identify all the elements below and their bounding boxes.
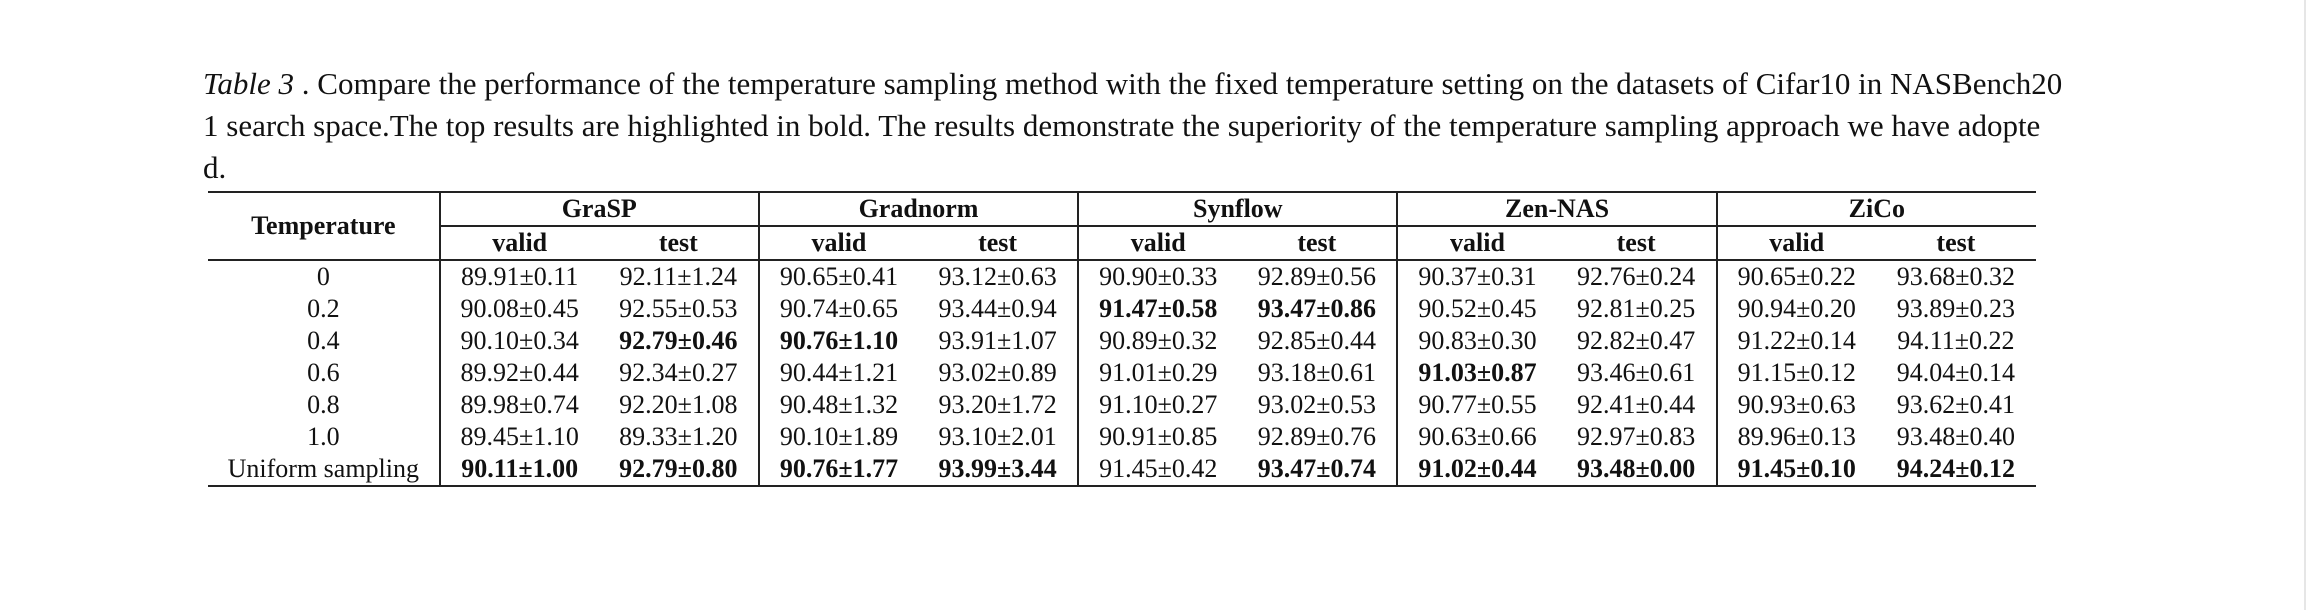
table-body	[208, 260, 2036, 486]
test-value-cell: 93.18±0.61	[1257, 358, 1376, 387]
temperature-cell: 0.4	[307, 326, 340, 355]
temperature-cell: Uniform sampling	[208, 453, 440, 486]
valid-value-cell: 90.48±1.32	[759, 389, 918, 421]
test-value-cell: 93.12±0.63	[938, 262, 1057, 291]
test-value-cell: 93.99±3.44	[918, 453, 1078, 486]
valid-value-cell: 91.22±0.14	[1717, 325, 1876, 357]
valid-value-cell: 91.01±0.29	[1078, 357, 1237, 389]
test-value-cell: 93.02±0.89	[938, 358, 1057, 387]
temperature-cell: 0.6	[307, 358, 340, 387]
test-header: test	[918, 226, 1078, 260]
test-value-cell: 93.10±2.01	[938, 422, 1057, 451]
valid-value-cell: 91.45±0.42	[1078, 453, 1237, 486]
test-value-cell: 94.04±0.14	[1896, 358, 2016, 387]
test-value-cell: 92.79±0.80	[599, 453, 759, 486]
test-value-cell: 93.47±0.74	[1237, 453, 1397, 486]
test-value-cell: 92.76±0.24	[1576, 262, 1696, 291]
header-row-methods	[208, 192, 2036, 226]
method-header-zen-nas: Zen-NAS	[1397, 192, 1716, 226]
test-value-cell: 92.85±0.44	[1257, 326, 1376, 355]
test-value-cell: 93.02±0.53	[1257, 390, 1376, 419]
table-row	[208, 389, 2036, 421]
table-row	[208, 260, 2036, 293]
valid-value-cell: 90.37±0.31	[1397, 260, 1556, 293]
valid-value-cell: 89.92±0.44	[440, 357, 599, 389]
temperature-cell: 0.2	[307, 294, 340, 323]
valid-value-cell: 90.83±0.30	[1397, 325, 1556, 357]
valid-value-cell: 90.11±1.00	[440, 453, 599, 486]
test-value-cell: 92.82±0.47	[1576, 326, 1696, 355]
valid-value-cell: 90.76±1.10	[759, 325, 918, 357]
valid-value-cell: 91.15±0.12	[1717, 357, 1876, 389]
table-row	[208, 325, 2036, 357]
test-value-cell: 93.62±0.41	[1896, 390, 2016, 419]
valid-header: valid	[440, 226, 599, 260]
test-value-cell: 92.89±0.76	[1257, 422, 1376, 451]
valid-value-cell: 90.76±1.77	[759, 453, 918, 486]
valid-value-cell: 89.45±1.10	[440, 421, 599, 453]
valid-value-cell: 90.65±0.41	[759, 260, 918, 293]
valid-value-cell: 91.03±0.87	[1397, 357, 1556, 389]
valid-value-cell: 90.91±0.85	[1078, 421, 1237, 453]
test-header: test	[599, 226, 759, 260]
method-header-zico: ZiCo	[1717, 192, 2036, 226]
test-value-cell: 89.33±1.20	[619, 422, 738, 451]
test-value-cell: 92.97±0.83	[1576, 422, 1696, 451]
test-value-cell: 93.44±0.94	[938, 294, 1057, 323]
valid-value-cell: 90.77±0.55	[1397, 389, 1556, 421]
table-caption	[203, 63, 2063, 189]
test-value-cell: 92.55±0.53	[619, 294, 738, 323]
test-value-cell: 92.11±1.24	[619, 262, 737, 291]
test-value-cell: 92.89±0.56	[1257, 262, 1376, 291]
valid-value-cell: 91.45±0.10	[1717, 453, 1876, 486]
method-header-grasp: GraSP	[440, 192, 759, 226]
valid-value-cell: 90.63±0.66	[1397, 421, 1556, 453]
valid-value-cell: 90.65±0.22	[1717, 260, 1876, 293]
valid-value-cell: 91.47±0.58	[1078, 293, 1237, 325]
test-value-cell: 92.20±1.08	[619, 390, 738, 419]
test-value-cell: 93.48±0.00	[1557, 453, 1717, 486]
table-row	[208, 293, 2036, 325]
valid-value-cell: 89.96±0.13	[1717, 421, 1876, 453]
valid-value-cell: 90.52±0.45	[1397, 293, 1556, 325]
test-value-cell: 93.47±0.86	[1257, 294, 1376, 323]
valid-value-cell: 90.89±0.32	[1078, 325, 1237, 357]
test-header: test	[1876, 226, 2036, 260]
valid-value-cell: 90.74±0.65	[759, 293, 918, 325]
test-value-cell: 93.20±1.72	[938, 390, 1057, 419]
test-value-cell: 94.11±0.22	[1897, 326, 2015, 355]
table-label: Table 3	[203, 66, 295, 101]
valid-value-cell: 90.93±0.63	[1717, 389, 1876, 421]
valid-header: valid	[1397, 226, 1556, 260]
temperature-cell: 0	[316, 262, 330, 291]
test-value-cell: 93.46±0.61	[1576, 358, 1696, 387]
valid-value-cell: 90.10±1.89	[759, 421, 918, 453]
method-header-synflow: Synflow	[1078, 192, 1397, 226]
test-value-cell: 92.81±0.25	[1576, 294, 1696, 323]
test-header: test	[1557, 226, 1717, 260]
header-row-splits	[208, 226, 2036, 260]
test-value-cell: 92.79±0.46	[619, 326, 738, 355]
test-value-cell: 94.24±0.12	[1876, 453, 2036, 486]
valid-value-cell: 89.98±0.74	[440, 389, 599, 421]
table-row	[208, 453, 2036, 486]
temperature-cell: 0.8	[307, 390, 340, 419]
valid-value-cell: 90.08±0.45	[440, 293, 599, 325]
test-header: test	[1237, 226, 1397, 260]
temperature-cell: 1.0	[307, 422, 340, 451]
test-value-cell: 93.89±0.23	[1896, 294, 2016, 323]
test-value-cell: 92.34±0.27	[619, 358, 738, 387]
valid-value-cell: 90.44±1.21	[759, 357, 918, 389]
valid-value-cell: 91.10±0.27	[1078, 389, 1237, 421]
valid-value-cell: 90.90±0.33	[1078, 260, 1237, 293]
results-table	[208, 191, 2036, 487]
method-header-gradnorm: Gradnorm	[759, 192, 1078, 226]
valid-value-cell: 90.94±0.20	[1717, 293, 1876, 325]
temperature-header: Temperature	[208, 192, 440, 260]
test-value-cell: 93.68±0.32	[1896, 262, 2016, 291]
valid-header: valid	[1717, 226, 1876, 260]
valid-header: valid	[759, 226, 918, 260]
table-row	[208, 421, 2036, 453]
valid-value-cell: 90.10±0.34	[440, 325, 599, 357]
test-value-cell: 93.48±0.40	[1896, 422, 2016, 451]
test-value-cell: 92.41±0.44	[1576, 390, 1696, 419]
valid-header: valid	[1078, 226, 1237, 260]
table-row	[208, 357, 2036, 389]
test-value-cell: 93.91±1.07	[938, 326, 1057, 355]
valid-value-cell: 89.91±0.11	[440, 260, 599, 293]
caption-text: . Compare the performance of the temperature sampling method with the fixed temperature setting on the datasets of Cifar10 in NASBench201 search space.The top results are highlighted in bold. The results demonstrate the superiority of the temperature sampling approach we have adopted.	[203, 66, 2063, 185]
valid-value-cell: 91.02±0.44	[1397, 453, 1556, 486]
